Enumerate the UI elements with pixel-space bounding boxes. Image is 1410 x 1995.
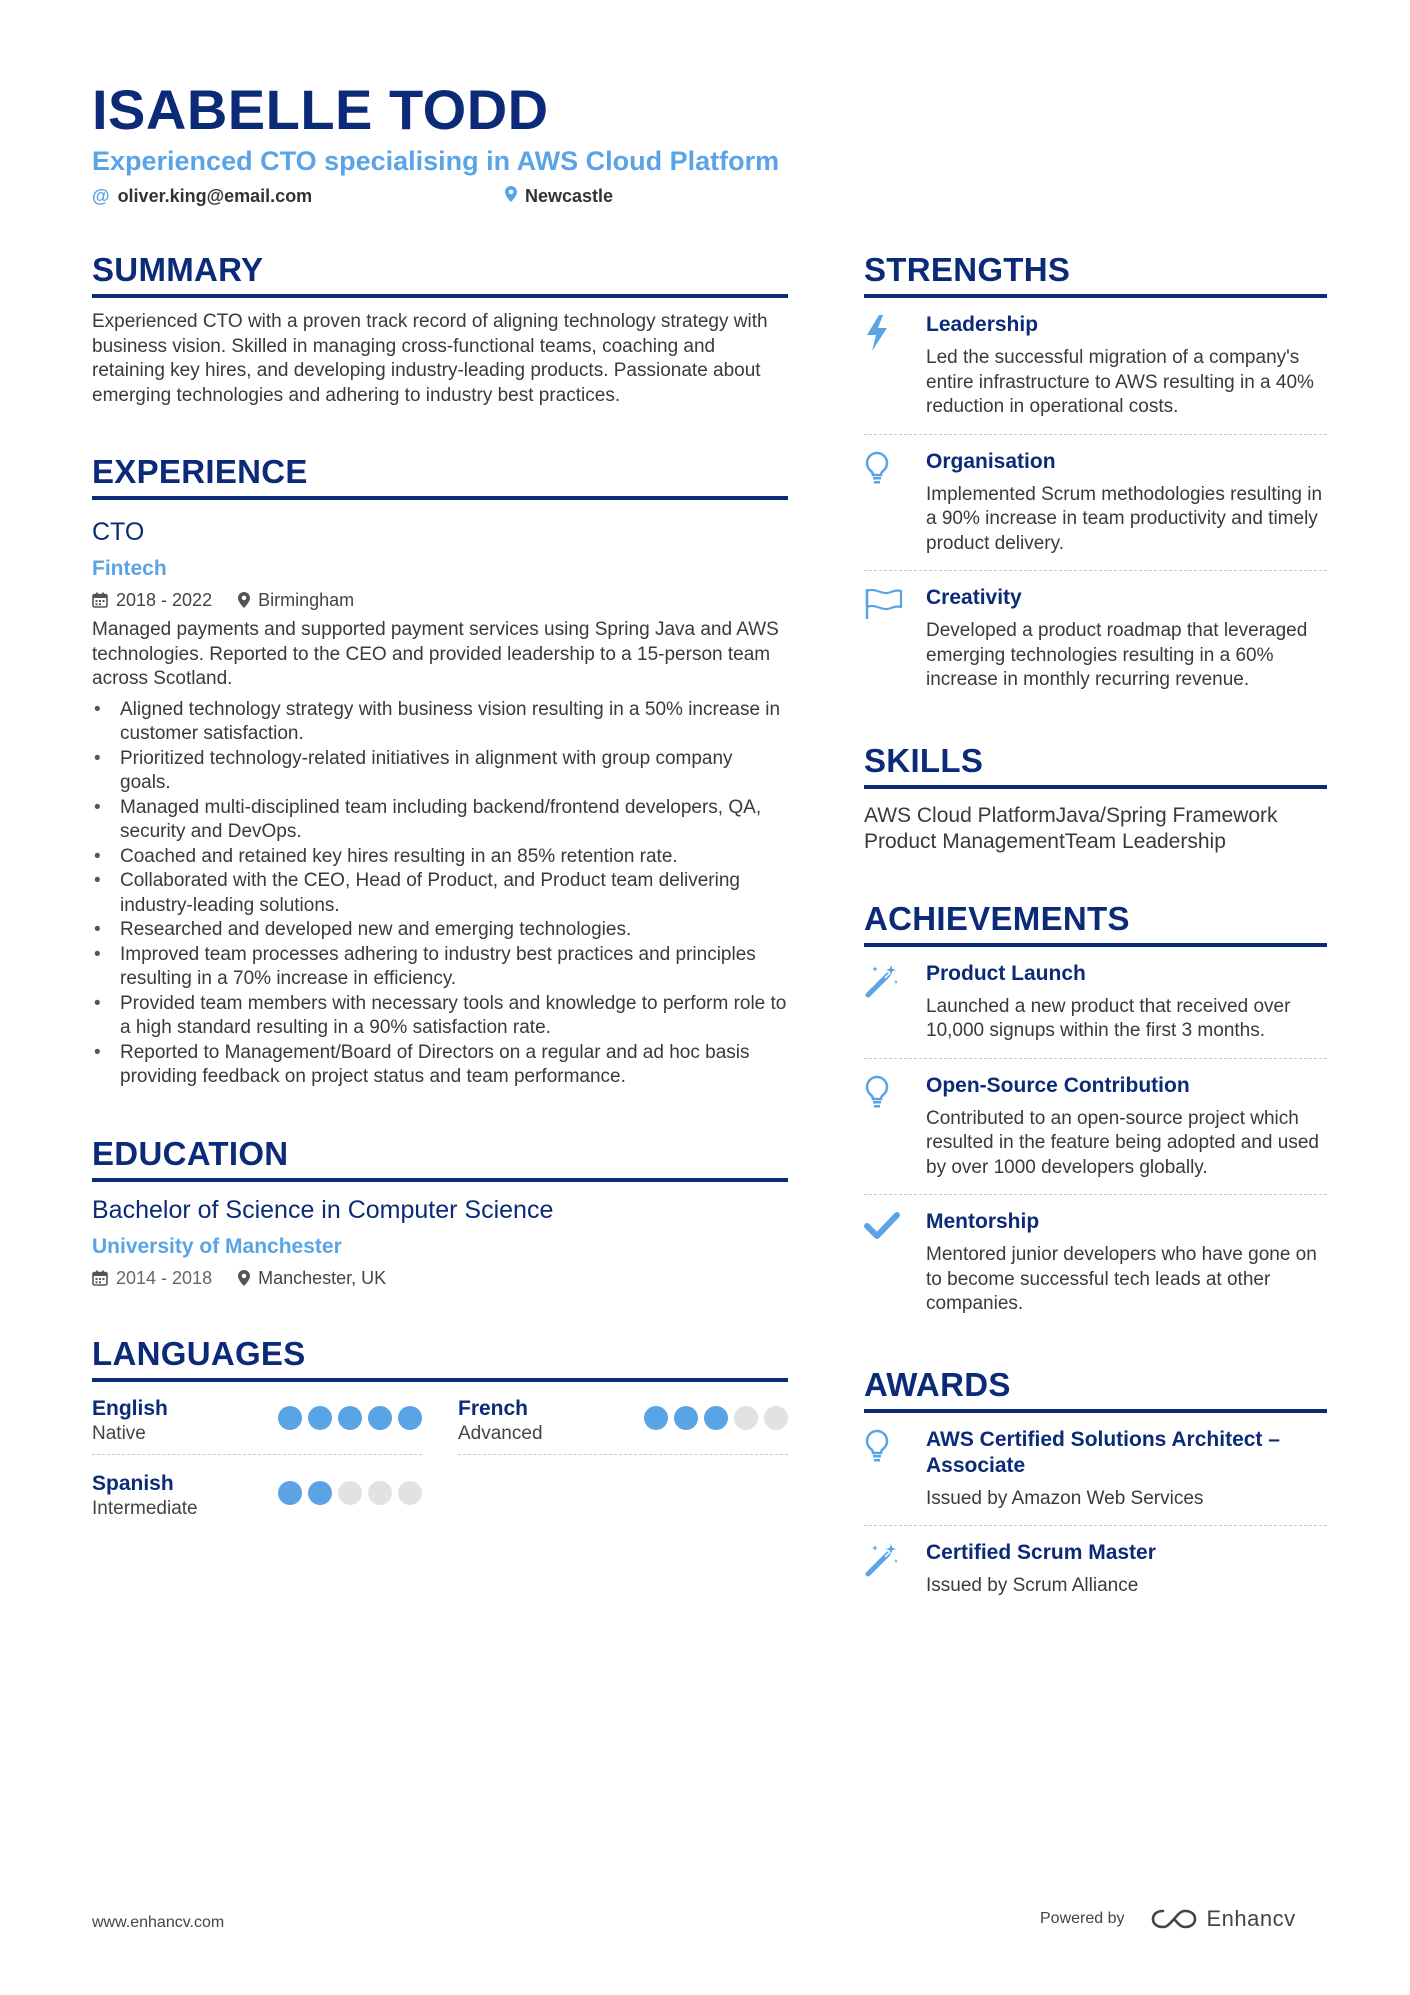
list-item: • Researched and developed new and emerging technologies. xyxy=(92,918,788,943)
achievement-desc: Mentored junior developers who have gone on to become successful tech leads at other companies. xyxy=(926,1244,1317,1314)
language-level: Native xyxy=(92,1422,146,1444)
calendar-icon xyxy=(92,592,108,608)
rating-dot-filled xyxy=(278,1481,302,1505)
award-item-aws xyxy=(864,1413,1327,1527)
magic-wand-icon xyxy=(864,961,926,1044)
language-name: Spanish xyxy=(92,1471,174,1495)
list-item: • Aligned technology strategy with business vision resulting in a 50% increase in customer satisfaction. xyxy=(92,698,788,747)
list-item: • Prioritized technology-related initiatives in alignment with group company goals. xyxy=(92,747,788,796)
degree-title: Bachelor of Science in Computer Science xyxy=(92,1195,554,1224)
powered-by-label: Powered by xyxy=(1040,1910,1125,1927)
language-level: Advanced xyxy=(458,1422,543,1444)
achievement-item-open-source xyxy=(864,1059,1327,1196)
rating-dot-filled xyxy=(368,1406,392,1430)
rating-dot-empty xyxy=(338,1481,362,1505)
achievements-section xyxy=(864,899,1327,1331)
education-dates-text: 2014 - 2018 xyxy=(116,1267,213,1288)
languages-section xyxy=(92,1334,788,1545)
rating-dot-filled xyxy=(704,1406,728,1430)
rating-dot-filled xyxy=(644,1406,668,1430)
strength-title: Leadership xyxy=(926,313,1039,336)
rating-dot-empty xyxy=(734,1406,758,1430)
lightbulb-icon xyxy=(864,1427,926,1512)
language-rating xyxy=(644,1406,788,1430)
rating-dot-filled xyxy=(674,1406,698,1430)
language-rating xyxy=(278,1481,422,1505)
language-item-spanish xyxy=(92,1471,422,1529)
award-desc: Issued by Scrum Alliance xyxy=(926,1575,1139,1596)
awards-heading: AWARDS xyxy=(864,1365,1327,1413)
at-icon: @ xyxy=(92,186,110,206)
skills-heading: SKILLS xyxy=(864,741,1327,789)
strength-desc: Implemented Scrum methodologies resulting in a 90% increase in team productivity and timely product delivery. xyxy=(926,483,1323,554)
summary-section xyxy=(92,250,788,408)
map-pin-icon xyxy=(238,592,250,608)
achievement-item-mentorship xyxy=(864,1195,1327,1331)
award-title: Certified Scrum Master xyxy=(926,1541,1156,1564)
lightbulb-icon xyxy=(864,1073,926,1181)
flag-icon xyxy=(864,585,926,693)
lightbulb-icon xyxy=(864,449,926,557)
achievements-heading: ACHIEVEMENTS xyxy=(864,899,1327,947)
education-location-text: Manchester, UK xyxy=(258,1267,387,1288)
school-name: University of Manchester xyxy=(92,1234,342,1258)
strength-item-organisation xyxy=(864,435,1327,572)
strength-item-creativity xyxy=(864,571,1327,707)
strength-desc: Developed a product roadmap that leveraged emerging technologies resulting in a 60% increase in monthly recurring revenue. xyxy=(926,620,1308,690)
job-dates-text: 2018 - 2022 xyxy=(116,590,213,610)
email-text: oliver.king@email.com xyxy=(117,186,313,206)
achievement-title: Open-Source Contribution xyxy=(926,1073,1190,1097)
candidate-name: ISABELLE TODD xyxy=(92,78,549,141)
skills-section xyxy=(864,741,1327,855)
languages-grid xyxy=(92,1396,788,1545)
education-location xyxy=(238,1266,386,1290)
rating-dot-filled xyxy=(278,1406,302,1430)
list-item: • Managed multi-disciplined team including backend/frontend developers, QA, security and DevOps. xyxy=(92,796,788,845)
job-title: CTO xyxy=(92,518,145,546)
map-pin-icon xyxy=(238,1270,250,1286)
job-description: Managed payments and supported payment services using Spring Java and AWS technologies. Reported to the CEO and provided leadership to a 15-person team across Scotland. xyxy=(92,619,779,689)
job-meta xyxy=(92,588,788,612)
education-section xyxy=(92,1134,788,1290)
company-name: Fintech xyxy=(92,557,167,580)
list-item: • Reported to Management/Board of Directors on a regular and ad hoc basis providing feedback on project status and team performance. xyxy=(92,1041,788,1090)
award-item-scrum xyxy=(864,1526,1327,1613)
education-dates xyxy=(92,1266,212,1290)
awards-section xyxy=(864,1365,1327,1613)
location-contact xyxy=(505,184,613,208)
summary-heading: SUMMARY xyxy=(92,250,788,298)
rating-dot-filled xyxy=(398,1406,422,1430)
award-desc: Issued by Amazon Web Services xyxy=(926,1487,1204,1509)
email-contact[interactable] xyxy=(92,184,312,208)
language-rating xyxy=(278,1406,422,1430)
strength-title: Creativity xyxy=(926,586,1022,609)
list-item: • Coached and retained key hires resulting in an 85% retention rate. xyxy=(92,845,788,870)
rating-dot-empty xyxy=(764,1406,788,1430)
rating-dot-filled xyxy=(308,1481,332,1505)
tagline: Experienced CTO specialising in AWS Cloud Platform xyxy=(92,146,780,176)
strength-title: Organisation xyxy=(926,449,1056,473)
map-pin-icon xyxy=(505,184,517,208)
education-meta xyxy=(92,1266,788,1290)
list-item: • Collaborated with the CEO, Head of Product, and Product team delivering industry-leading solutions. xyxy=(92,869,788,918)
strengths-heading: STRENGTHS xyxy=(864,250,1327,298)
award-title: AWS Certified Solutions Architect – Associate xyxy=(926,1427,1280,1477)
achievement-item-product-launch xyxy=(864,947,1327,1059)
rating-dot-empty xyxy=(368,1481,392,1505)
job-dates xyxy=(92,588,212,612)
language-level: Intermediate xyxy=(92,1497,198,1519)
skills-line: AWS Cloud PlatformJava/Spring Framework xyxy=(864,803,1278,827)
strength-desc: Led the successful migration of a company's entire infrastructure to AWS resulting in a 40% reduction in operational costs. xyxy=(926,347,1314,417)
language-item-french xyxy=(458,1396,788,1455)
right-column xyxy=(864,250,1327,1613)
skills-line: Product ManagementTeam Leadership xyxy=(864,829,1226,853)
achievement-title: Mentorship xyxy=(926,1210,1040,1233)
calendar-icon xyxy=(92,1270,108,1286)
education-heading: EDUCATION xyxy=(92,1134,788,1182)
enhancv-logo xyxy=(1151,1906,1296,1932)
rating-dot-empty xyxy=(398,1481,422,1505)
footer-branding[interactable] xyxy=(1040,1906,1296,1932)
strengths-section xyxy=(864,250,1327,707)
rating-dot-filled xyxy=(338,1406,362,1430)
list-item: • Improved team processes adhering to industry best practices and principles resulting in a 70% increase in efficiency. xyxy=(92,943,788,992)
magic-wand-icon xyxy=(864,1540,926,1599)
experience-section xyxy=(92,452,788,1090)
brand-name: Enhancv xyxy=(1206,1906,1296,1931)
footer-website[interactable]: www.enhancv.com xyxy=(92,1914,225,1931)
job-location-text: Birmingham xyxy=(258,590,355,610)
achievement-desc: Contributed to an open-source project which resulted in the feature being adopted and used by over 1000 developers globally. xyxy=(926,1107,1319,1178)
achievement-title: Product Launch xyxy=(926,961,1086,985)
job-location xyxy=(238,588,354,612)
language-name: French xyxy=(458,1396,529,1420)
achievement-desc: Launched a new product that received over 10,000 signups within the first 3 months. xyxy=(926,995,1291,1041)
job-bullets xyxy=(92,698,788,1090)
list-item: • Provided team members with necessary tools and knowledge to perform role to a high standard resulting in a 90% satisfaction rate. xyxy=(92,992,788,1041)
lightning-icon xyxy=(864,312,926,420)
rating-dot-filled xyxy=(308,1406,332,1430)
language-item-english xyxy=(92,1396,422,1455)
enhancv-logo-icon xyxy=(1151,1907,1197,1931)
checkmark-icon xyxy=(864,1209,926,1317)
summary-text: Experienced CTO with a proven track record of aligning technology strategy with business vision. Skilled in managing cross-functional teams, coaching and retaining key hires, and developing industry-leading products. Passionate about emerging technologies and adhering to industry best practices. xyxy=(92,311,768,406)
strength-item-leadership xyxy=(864,298,1327,435)
language-name: English xyxy=(92,1396,168,1420)
experience-heading: EXPERIENCE xyxy=(92,452,788,500)
skills-list xyxy=(864,803,1327,855)
location-text: Newcastle xyxy=(525,186,614,206)
languages-heading: LANGUAGES xyxy=(92,1334,788,1382)
left-column xyxy=(92,250,788,1545)
